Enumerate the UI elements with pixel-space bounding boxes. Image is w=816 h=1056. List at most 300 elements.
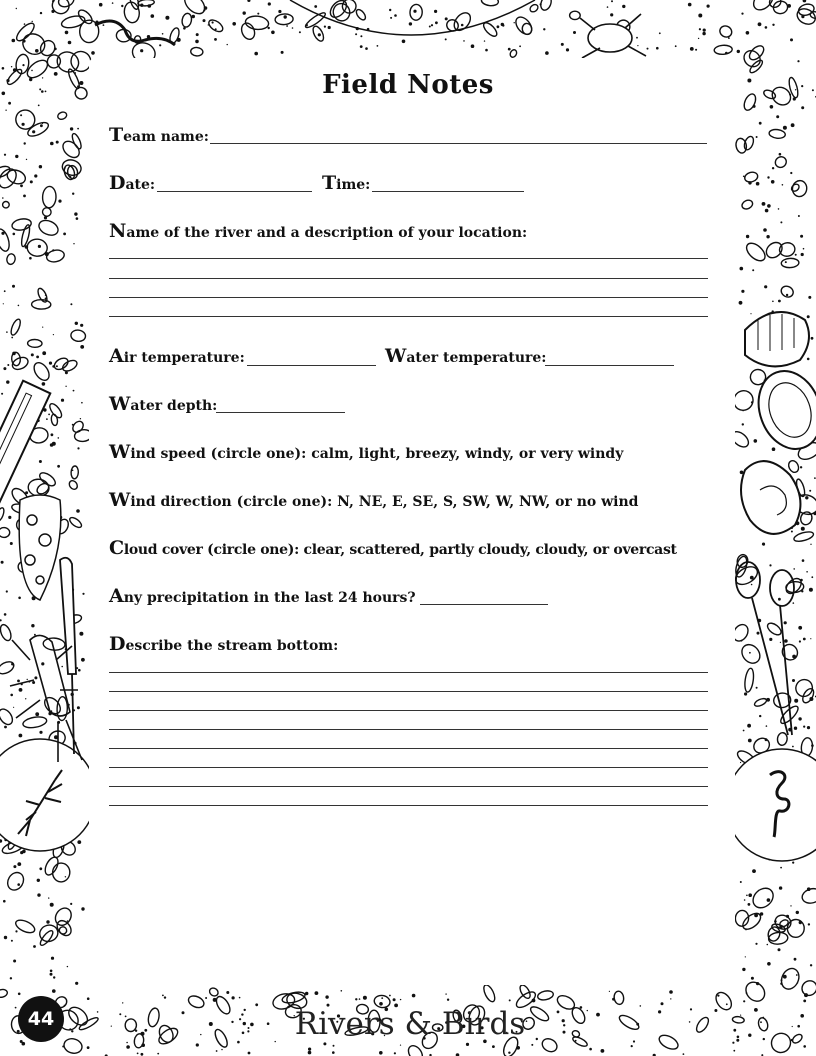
gravel-dot <box>18 305 20 307</box>
pebble <box>741 199 754 211</box>
gravel-dot <box>766 698 770 702</box>
beetle-illustration <box>580 14 646 58</box>
gravel-dot <box>447 999 449 1001</box>
pebble <box>787 459 801 474</box>
river-description-line[interactable] <box>109 258 708 259</box>
gravel-dot <box>26 159 27 160</box>
pebble <box>657 1032 680 1051</box>
stream-bottom-line[interactable] <box>109 805 708 806</box>
gravel-dot <box>305 24 308 27</box>
gravel-dot <box>46 418 48 420</box>
gravel-dot <box>19 734 23 738</box>
gravel-dot <box>140 3 143 6</box>
pebble <box>28 339 43 347</box>
gravel-dot <box>15 1007 17 1009</box>
gravel-dot <box>208 24 209 25</box>
gravel-dot <box>562 1019 565 1022</box>
gravel-dot <box>746 235 749 238</box>
gravel-dot <box>157 1053 159 1055</box>
gravel-dot <box>27 679 28 680</box>
gravel-dot <box>284 15 287 18</box>
gravel-dot <box>70 127 73 130</box>
gravel-dot <box>764 285 767 288</box>
pebble <box>48 402 64 420</box>
pebble <box>0 988 8 998</box>
gravel-dot <box>82 593 84 595</box>
gravel-dot <box>77 128 79 130</box>
pebble <box>0 507 5 522</box>
gravel-dot <box>792 1026 793 1027</box>
gravel-dot <box>445 17 448 20</box>
gravel-dot <box>780 642 781 643</box>
gravel-dot <box>508 48 511 51</box>
stream-bottom-line[interactable] <box>109 691 708 692</box>
gravel-dot <box>400 1045 401 1046</box>
gravel-dot <box>140 0 141 1</box>
gravel-dot <box>714 1009 717 1012</box>
gravel-dot <box>45 294 47 296</box>
gravel-dot <box>737 50 740 53</box>
pebble <box>779 284 795 299</box>
gravel-dot <box>239 997 241 999</box>
gravel-dot <box>268 27 270 29</box>
gravel-dot <box>792 655 796 659</box>
gravel-dot <box>769 638 772 641</box>
gravel-dot <box>647 48 649 50</box>
team-name-line[interactable] <box>210 143 707 144</box>
gravel-dot <box>135 1030 137 1032</box>
gravel-dot <box>177 38 181 42</box>
gravel-dot <box>17 883 20 886</box>
gravel-dot <box>754 914 758 918</box>
gravel-dot <box>18 993 21 996</box>
gravel-dot <box>11 337 13 339</box>
gravel-dot <box>802 991 804 993</box>
gravel-dot <box>8 102 11 105</box>
gravel-dot <box>137 1053 139 1055</box>
gravel-dot <box>70 303 72 305</box>
gravel-dot <box>769 564 771 566</box>
gravel-dot <box>707 5 710 8</box>
precipitation-label: Any precipitation in the last 24 hours? <box>109 585 416 607</box>
gravel-dot <box>226 991 229 994</box>
gravel-dot <box>275 1041 276 1042</box>
gravel-dot <box>140 49 143 52</box>
gravel-dot <box>760 1021 762 1023</box>
gravel-dot <box>767 176 769 178</box>
gravel-dot <box>754 439 758 443</box>
gravel-dot <box>699 28 701 30</box>
gravel-dot <box>51 433 54 436</box>
gravel-dot <box>757 632 760 635</box>
gravel-dot <box>65 386 66 387</box>
pebble <box>37 218 61 238</box>
pebble <box>26 120 50 139</box>
gravel-dot <box>4 154 6 156</box>
pebble <box>52 862 71 882</box>
pebble <box>778 966 802 992</box>
pebble <box>791 179 808 197</box>
gravel-dot <box>141 1032 145 1036</box>
gravel-dot <box>461 24 464 27</box>
worm-top-illustration <box>95 21 175 45</box>
stream-bottom-line[interactable] <box>109 729 708 730</box>
gravel-dot <box>801 106 804 109</box>
pebble <box>214 994 233 1016</box>
stream-bottom-line[interactable] <box>109 748 708 749</box>
gravel-dot <box>631 1045 633 1047</box>
gravel-dot <box>786 294 788 296</box>
pebble <box>50 0 72 16</box>
pebble <box>781 258 799 268</box>
gravel-dot <box>659 32 661 34</box>
gravel-dot <box>803 726 805 728</box>
pebble <box>22 715 47 729</box>
pebble <box>78 1016 100 1032</box>
gravel-dot <box>609 991 610 992</box>
gravel-dot <box>72 424 74 426</box>
gravel-dot <box>141 1053 144 1056</box>
gravel-dot <box>798 215 800 217</box>
pebble <box>62 1037 83 1055</box>
gravel-dot <box>435 21 438 24</box>
gravel-dot <box>17 862 21 866</box>
gravel-dot <box>792 746 794 748</box>
date-line[interactable] <box>157 191 312 192</box>
pebble <box>213 1028 230 1049</box>
gravel-dot <box>111 1026 112 1027</box>
gravel-dot <box>22 123 25 126</box>
gravel-dot <box>790 38 793 41</box>
gravel-dot <box>4 290 6 292</box>
gravel-dot <box>81 658 85 662</box>
air-temperature-line[interactable] <box>247 365 376 366</box>
gravel-dot <box>6 380 9 383</box>
gravel-dot <box>389 9 391 11</box>
gravel-dot <box>806 571 808 573</box>
gravel-dot <box>669 990 673 994</box>
gravel-dot <box>165 16 169 20</box>
gravel-dot <box>227 44 228 45</box>
gravel-dot <box>381 997 383 999</box>
gravel-dot <box>566 48 569 51</box>
gravel-dot <box>355 33 357 35</box>
gravel-dot <box>587 1010 588 1011</box>
pebble <box>714 45 733 55</box>
gravel-dot <box>42 351 46 355</box>
gravel-dot <box>811 744 814 747</box>
gravel-dot <box>52 989 56 993</box>
gravel-dot <box>12 352 16 356</box>
gravel-dot <box>44 216 47 219</box>
gravel-dot <box>733 1050 735 1052</box>
gravel-dot <box>431 24 433 26</box>
gravel-dot <box>725 52 728 55</box>
gravel-dot <box>656 47 659 50</box>
gravel-dot <box>65 371 68 374</box>
stream-bottom-line[interactable] <box>109 767 708 768</box>
gravel-dot <box>159 44 161 46</box>
gravel-dot <box>360 45 363 48</box>
gravel-dot <box>748 893 752 897</box>
gravel-dot <box>688 3 692 7</box>
pebble <box>537 990 554 1002</box>
gravel-dot <box>51 10 54 13</box>
pebble <box>187 994 206 1010</box>
pebble <box>52 905 74 928</box>
gravel-dot <box>241 1013 243 1015</box>
gravel-dot <box>748 739 752 743</box>
gravel-dot <box>803 1045 806 1048</box>
gravel-dot <box>122 1002 123 1003</box>
gravel-dot <box>741 290 744 293</box>
gravel-dot <box>73 243 74 244</box>
gravel-dot <box>573 31 576 34</box>
gravel-dot <box>67 920 69 922</box>
pebble <box>572 1035 589 1048</box>
pebble <box>749 884 777 912</box>
gravel-dot <box>752 869 756 873</box>
gravel-dot <box>213 998 217 1002</box>
gravel-dot <box>803 638 806 641</box>
gravel-dot <box>766 725 768 727</box>
gravel-dot <box>516 1046 520 1050</box>
gravel-dot <box>299 31 301 33</box>
gravel-dot <box>743 410 744 411</box>
gravel-dot <box>781 979 783 981</box>
gravel-dot <box>702 32 705 35</box>
gravel-dot <box>34 174 37 177</box>
gravel-dot <box>750 313 751 314</box>
gravel-dot <box>689 1021 691 1023</box>
gravel-dot <box>519 45 521 47</box>
stream-bottom-line[interactable] <box>109 786 708 787</box>
gravel-dot <box>545 51 549 55</box>
gravel-dot <box>308 1048 311 1051</box>
gravel-dot <box>200 1034 201 1035</box>
gravel-dot <box>797 1025 800 1028</box>
gravel-dot <box>756 982 759 985</box>
gravel-dot <box>502 24 504 26</box>
gravel-dot <box>792 679 795 682</box>
team-name-label: Team name: <box>109 124 209 146</box>
gravel-dot <box>792 862 794 864</box>
gravel-dot <box>752 269 754 271</box>
gravel-dot <box>8 516 11 519</box>
gravel-dot <box>10 542 13 545</box>
gravel-dot <box>16 8 17 9</box>
gravel-dot <box>25 491 28 494</box>
gravel-dot <box>243 11 246 14</box>
gravel-dot <box>77 840 81 844</box>
gravel-dot <box>762 202 766 206</box>
gravel-dot <box>508 1052 510 1054</box>
water-depth-line[interactable] <box>216 412 345 413</box>
gravel-dot <box>64 1005 65 1006</box>
gravel-dot <box>196 33 199 36</box>
gravel-dot <box>232 996 235 999</box>
gravel-dot <box>74 212 77 215</box>
gravel-dot <box>250 1023 254 1027</box>
gravel-dot <box>80 345 84 349</box>
gravel-dot <box>126 1045 130 1049</box>
gravel-dot <box>243 1022 246 1025</box>
pebble <box>42 186 56 208</box>
gravel-dot <box>58 437 60 439</box>
pebble <box>718 24 734 40</box>
gravel-dot <box>33 945 36 948</box>
gravel-dot <box>737 1036 740 1039</box>
pebble <box>768 1030 795 1056</box>
gravel-dot <box>52 249 54 251</box>
gravel-dot <box>69 1028 71 1030</box>
precipitation-line[interactable] <box>420 604 548 605</box>
gravel-dot <box>742 968 745 971</box>
pebble <box>613 991 624 1006</box>
gravel-dot <box>22 64 24 66</box>
gravel-dot <box>796 911 799 914</box>
gravel-dot <box>314 5 317 8</box>
gravel-dot <box>803 1000 806 1003</box>
gravel-dot <box>726 1003 728 1005</box>
pebble <box>61 358 79 373</box>
gravel-dot <box>61 399 64 402</box>
gravel-dot <box>70 903 72 905</box>
gravel-dot <box>56 365 58 367</box>
gravel-dot <box>790 905 791 906</box>
gravel-dot <box>762 543 765 546</box>
gravel-dot <box>741 640 743 642</box>
gravel-dot <box>125 1016 127 1018</box>
river-description-line[interactable] <box>109 297 708 298</box>
gravel-dot <box>640 1005 642 1007</box>
pebble <box>763 239 785 260</box>
gravel-dot <box>810 544 811 545</box>
gravel-dot <box>341 990 343 992</box>
gravel-dot <box>765 26 768 29</box>
caddisfly-case-illustration <box>19 495 61 600</box>
pebble <box>753 697 767 708</box>
gravel-dot <box>3 900 6 903</box>
pebble <box>769 129 786 140</box>
gravel-dot <box>37 893 40 896</box>
gravel-dot <box>809 697 813 701</box>
gravel-dot <box>784 639 788 643</box>
stream-bottom-line[interactable] <box>109 710 708 711</box>
pebble <box>570 11 581 19</box>
gravel-dot <box>65 876 66 877</box>
pebble <box>26 238 47 257</box>
gravel-dot <box>807 358 810 361</box>
time-line[interactable] <box>372 191 524 192</box>
gravel-dot <box>409 22 412 25</box>
pebble <box>791 1033 804 1045</box>
pebble <box>355 8 368 22</box>
gravel-dot <box>257 13 259 15</box>
gravel-dot <box>463 40 465 42</box>
gravel-dot <box>514 22 515 23</box>
magnified-worm-inset <box>726 749 816 861</box>
gravel-dot <box>754 1008 758 1012</box>
gravel-dot <box>48 897 49 898</box>
river-description-line[interactable] <box>109 316 708 317</box>
gravel-dot <box>112 2 114 4</box>
gravel-dot <box>97 1011 99 1013</box>
gravel-dot <box>760 912 763 915</box>
gravel-dot <box>800 1014 804 1018</box>
gravel-dot <box>636 37 638 39</box>
gravel-dot <box>13 960 16 963</box>
gravel-dot <box>803 0 807 2</box>
gravel-dot <box>42 382 46 386</box>
stream-bottom-line[interactable] <box>109 672 708 673</box>
gravel-dot <box>17 680 20 683</box>
gravel-dot <box>796 974 798 976</box>
gravel-dot <box>485 49 488 52</box>
gravel-dot <box>76 509 80 513</box>
gravel-dot <box>30 180 33 183</box>
gravel-dot <box>244 1009 246 1011</box>
river-description-line[interactable] <box>109 278 708 279</box>
gravel-dot <box>23 40 26 43</box>
gravel-dot <box>743 730 745 732</box>
gravel-dot <box>763 228 767 232</box>
gravel-dot <box>429 26 431 28</box>
pebble <box>5 870 27 893</box>
gravel-dot <box>31 624 34 627</box>
gravel-dot <box>783 126 787 130</box>
gravel-dot <box>509 999 511 1001</box>
gravel-dot <box>1 561 4 564</box>
wind-speed-label: Wind speed (circle one): calm, light, breezy, windy, or very windy <box>109 441 624 463</box>
gravel-dot <box>22 850 26 854</box>
gravel-dot <box>770 105 774 109</box>
pebble <box>786 919 805 939</box>
gravel-dot <box>24 23 26 25</box>
gravel-dot <box>51 957 54 960</box>
gravel-dot <box>800 235 803 238</box>
pebble <box>0 528 10 538</box>
gravel-dot <box>39 867 42 870</box>
gravel-dot <box>80 324 83 327</box>
gravel-dot <box>267 1022 270 1025</box>
pebble <box>181 13 193 28</box>
water-temperature-line[interactable] <box>545 365 674 366</box>
gravel-dot <box>561 43 564 46</box>
gravel-dot <box>355 998 357 1000</box>
gravel-dot <box>72 193 74 195</box>
gravel-dot <box>782 184 784 186</box>
gravel-dot <box>589 1048 592 1051</box>
gravel-dot <box>40 124 43 127</box>
date-label: Date: <box>109 172 156 194</box>
gravel-dot <box>247 0 250 2</box>
gravel-dot <box>49 362 52 365</box>
pebble <box>6 253 16 265</box>
gravel-dot <box>484 40 485 41</box>
gravel-dot <box>794 958 797 961</box>
gravel-dot <box>121 5 123 7</box>
gravel-dot <box>580 1006 583 1009</box>
page-title: Field Notes <box>322 70 494 100</box>
gravel-dot <box>756 136 758 138</box>
gravel-dot <box>767 944 769 946</box>
gravel-dot <box>271 31 275 35</box>
gravel-dot <box>29 257 32 260</box>
pebble <box>743 240 768 264</box>
gravel-dot <box>393 998 396 1001</box>
gravel-dot <box>394 1052 396 1054</box>
